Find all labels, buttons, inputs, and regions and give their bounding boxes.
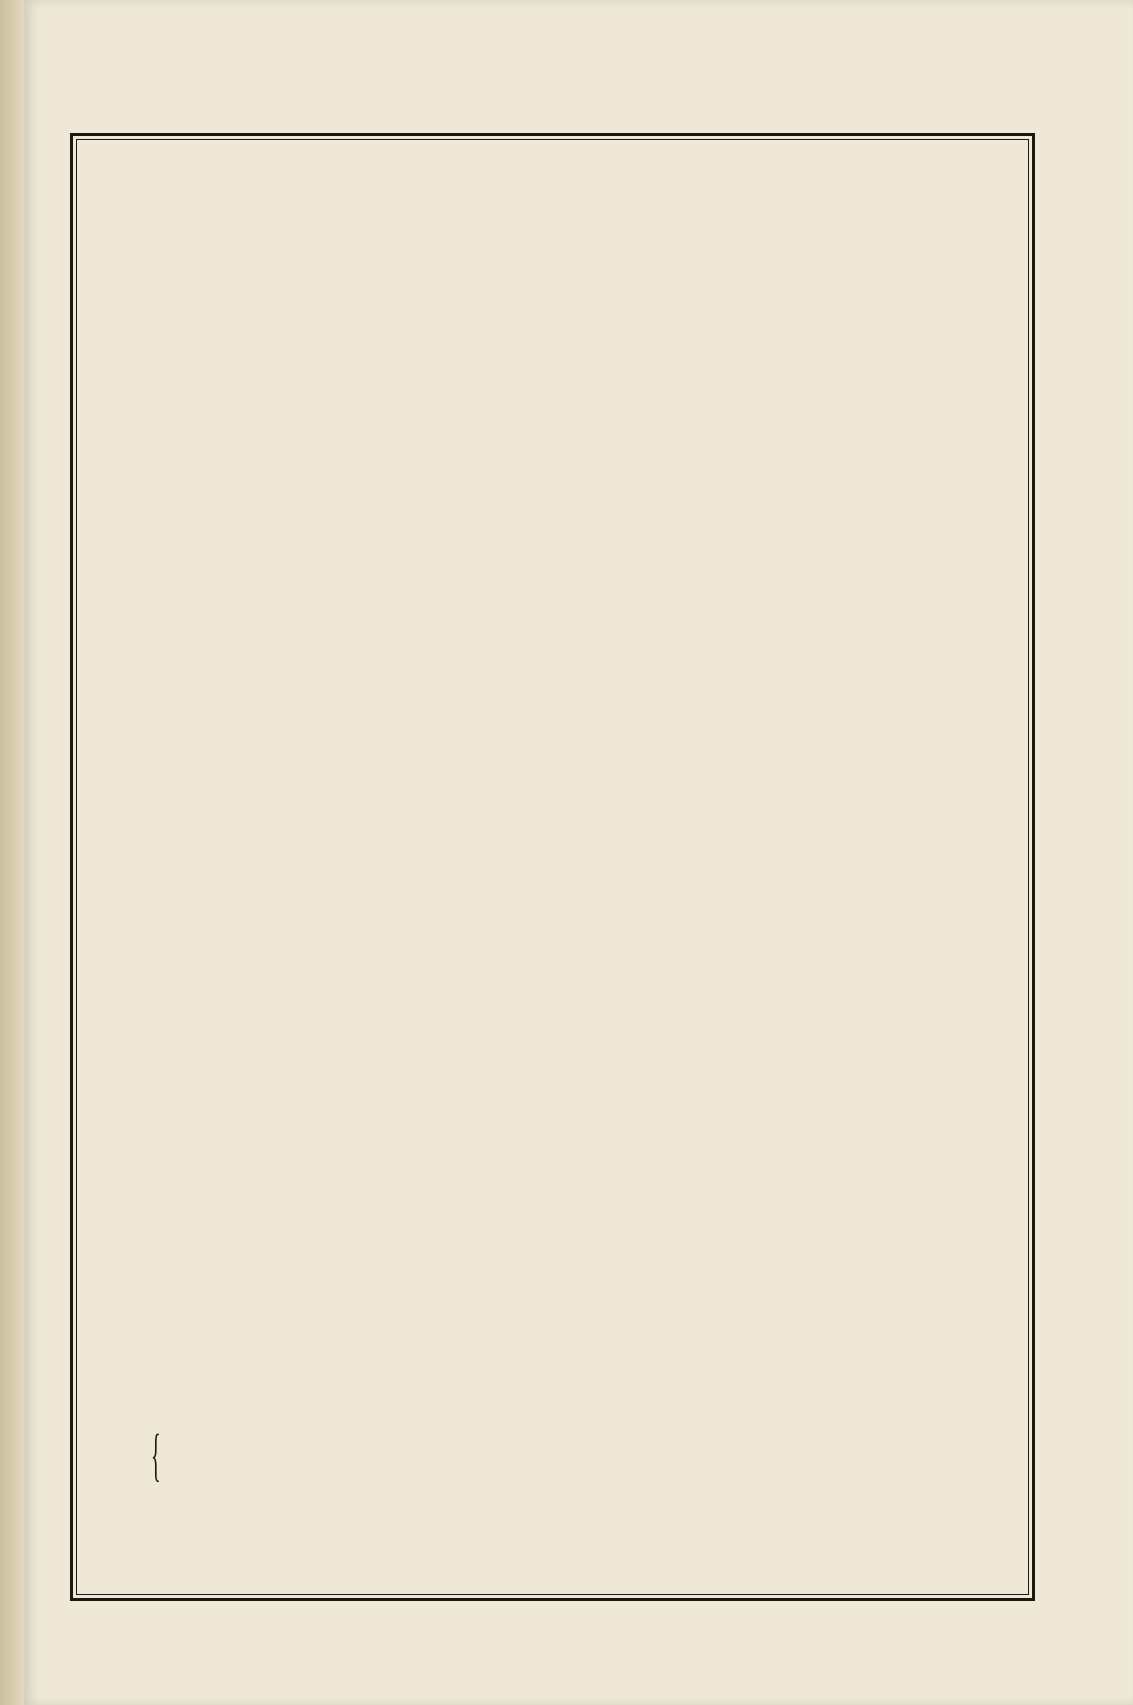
table-frame-inner (76, 139, 1029, 1595)
extremas-brace: { (151, 1422, 161, 1487)
book-spine (0, 0, 24, 1705)
